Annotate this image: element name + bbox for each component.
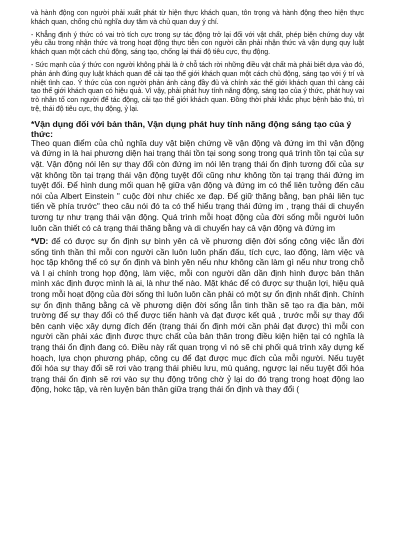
example-text: để có được sự ổn định sự bình yên cả về phương diện đời sống công việc lẫn đời sống tinh thần thì mỗi con người cần luôn luôn phấn đấu, tích cực, lao động, làm việc và học tập không thể có sự ổn định và bình yên nếu như không cần làm gì nếu như trong chỗ và l ại chính trong họp động, làm việc, mỗi con người dần dần định hình được bản thân mình xác định được mình là ai, là như thế nào. Mặt khác để có được sự thuận lợi, hiệu quả trong mỗi hoạt động của đời sống thì luôn luôn cần phải có một sự ổn định nhất định. Chính sự ổn định thăng bằng cả về phương diện đời sống lẫn tinh thần sẽ tạo ra địa bàn, môi trường để sự thay đổi có thể được tiến hành và đạt được kết quả , trước mỗi sự thay đổi bên cạnh việc xây dựng đích đến (trạng thái ổn định mới cần phải đạt được) thì mỗi con người cần phải xác định được thực chất của bản thân trong điều kiện hiện tại có nghĩa là trạng thái ổn định đang có. Điều này rất quan trọng vì nó sẽ chi phối quá trình xây dựng kế hoạch, lựa chọn phương pháp, công cụ để đạt được mục đích của mỗi người. Nếu tuyệt đối hóa sự thay đổi sẽ rơi vào trạng thái phiêu lưu, mù quáng, ngược lại nếu tuyệt đối hóa trạng thái ổn định sẽ rơi vào sự thụ động trông chờ ỷ lại do đó trạng trong hoạt động lao động, hokc tập, và rèn luyện bản thân giữa trạng thái ổn định và thay đổi ( [31,237,364,395]
paragraph-4: Theo quan điểm của chủ nghĩa duy vật biện chứng về vận động và đứng im thì vận động và đứng in là hai phương diện hai trạng thái tồn tại song song trong quá trình tồn tại của sự vật. Vận động nói lên sự thay đổi còn đứng im nói lên trạng thái ổn định tương đối của sự vật không tồn tại trạng thái vận động tuyệt đối cũng như không tồn tại trạng thái đứng im tuyệt đối. Để hình dung mối quan hệ giữa vận động và đứng im có thể liên tưởng đến câu nói của Albert Einstein " cuộc đời như chiếc xe đạp. Để giữ thăng bằng, bạn phải liên tục tiến về phía trước" theo câu nói đó ta có thể hiểu trạng thái đứng im , trạng thái di chuyển tương tự như trạng thái vận động. Quá trình mỗi hoạt động của đời sống mỗi người luôn luôn cần thiết có cả trạng thái thăng bằng và di chuyển hay cả vận động và đứng im [31,138,364,233]
paragraph-1: và hành động con người phải xuất phát từ hiện thực khách quan, tôn trọng và hành động theo hiện thực khách quan, chống chủ nghĩa duy tâm và chủ quan duy ý chí. [31,10,364,26]
example-label: *VD: [31,237,49,247]
section-heading: *Vận dụng đối với bản thân, Vận dụng phát huy tính năng động sáng tạo của ý thức: [31,118,352,139]
paragraph-5 [31,237,364,396]
paragraph-2: - Khẳng định ý thức có vai trò tích cực trong sự tác động trở lại đối với vật chất, phép biện chứng duy vật yêu cầu trong nhận thức và trong hoạt động thực tiễn con người cần phải nhận thức và vận dụng quy luật khách quan một cách chủ động, sáng tạo, chống lại thái độ tiêu cực, thụ động. [31,31,364,57]
paragraph-3: - Sức mạnh của ý thức con người không phải là ở chỗ tách rời những điều vật chất mà phải biết dựa vào đó, phản ánh đúng quy luật khách quan để cải tạo thế giới khách quan một cách chủ động, sáng tạo với ý trí và nhiệt tình cao. Ý thức của con người phản ánh càng đầy đủ và chính xác thế giới khách quan thì càng cải tạo thế giới khách quan có hiệu quả. Vì vậy, phải phát huy tính năng động, sáng tạo của ý thức, phát huy vai trò nhân tố con người để tác động, cải tạo thế giới khách quan. Đồng thời phải khắc phục bệnh bảo thủ, trì trệ, thái độ tiêu cực, thụ động, ỷ lại. [31,61,364,113]
